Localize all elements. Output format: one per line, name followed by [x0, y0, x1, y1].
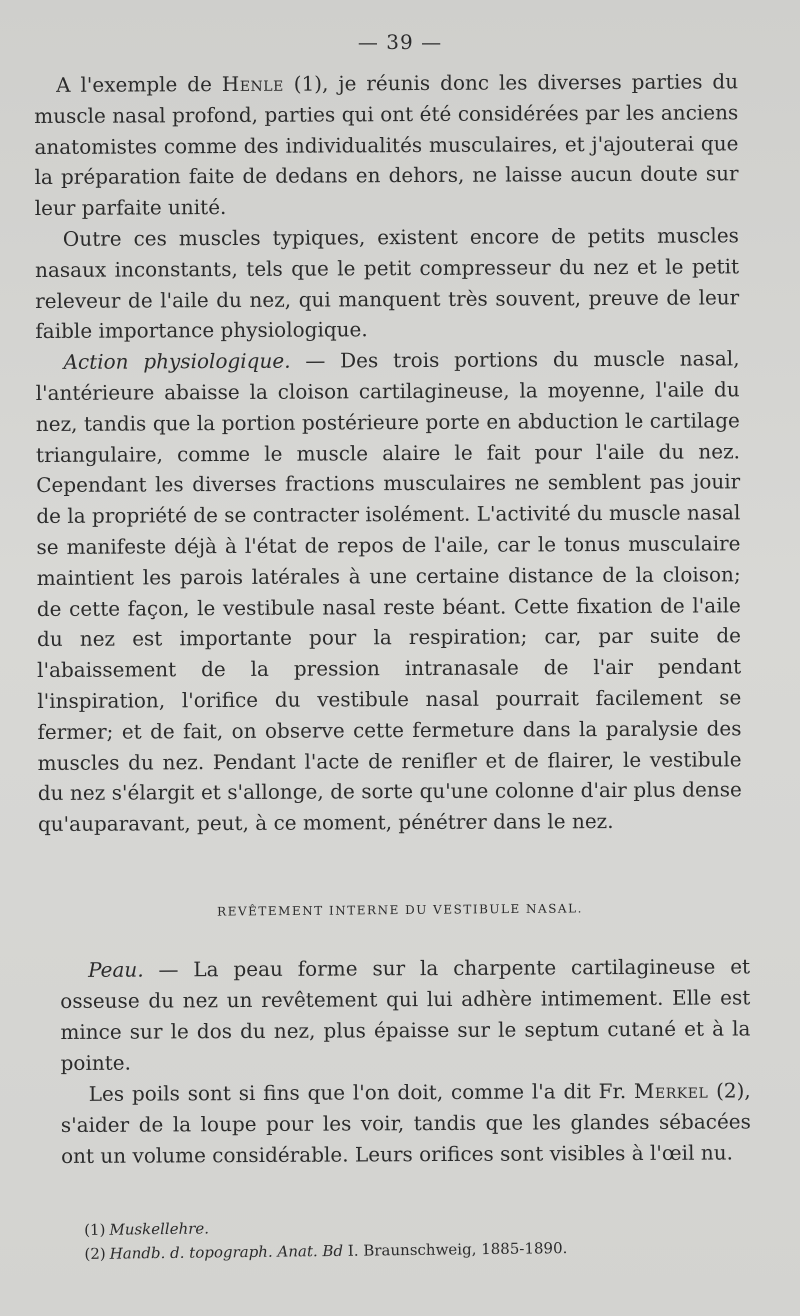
author-name-merkel: Merkel	[633, 1078, 709, 1103]
footnote-text: I. Braunschweig, 1885-1890.	[342, 1239, 568, 1260]
section-text	[60, 951, 751, 1172]
paragraph-text: A l'exemple de	[56, 72, 222, 97]
footnote-text: Muskellehre.	[109, 1219, 210, 1239]
paragraph-text: — Des trois portions du muscle nasal, l'antérieure abaisse la cloison cartilagineuse, la moyenne, l'aile du nez, tandis que la portion postérieure porte en abduction le cartilage triangulaire, comme le muscle alaire le fait pour l'aile du nez. Cependant les diverses fractions musculaires ne semblent pas jouir de la propriété de se contracter isolément. L'activité du muscle nasal se manifeste déjà à l'état de repos de l'aile, car le tonus musculaire maintient les parois latérales à une certaine distance de la cloison; de cette façon, le vestibule nasal reste béant. Cette fixation de l'aile du nez est importante pour la respiration; car, par suite de l'abaissement de la pression intranasale de l'air pendant l'inspiration, l'orifice du vestibule nasal pourrait facilement se fermer; et de fait, on observe cette fermeture dans la paralysie des muscles du nez. Pendant l'acte de renifler et de flairer, le vestibule du nez s'élargit et s'allonge, de sorte qu'une colonne d'air plus dense qu'auparavant, peut, à ce moment, pénétrer dans le nez.	[35, 346, 742, 837]
main-text	[34, 66, 742, 840]
footnote-marker: (2)	[84, 1244, 106, 1263]
paragraph-text: Les poils sont si fins que l'on doit, comme l'a dit Fr.	[88, 1078, 635, 1106]
paragraph-hairs	[61, 1075, 751, 1172]
paragraph-lead-action: Action physiologique.	[63, 348, 291, 375]
paragraph-physiological-action	[35, 343, 742, 839]
paragraph-text: (2), s'aider de la loupe pour les voir, tandis que les glandes sébacées ont un volume considérable. Leurs orifices sont visibles à l'œil nu.	[60, 1078, 751, 1168]
paragraph-text: (1), je réunis donc les diverses parties du muscle nasal profond, parties qui ont été considérées par les anciens anatomistes comme des individualités musculaires, et j'ajouterai que la préparation faite de dedans en dehors, ne laisse aucun doute sur leur parfaite unité.	[34, 69, 739, 221]
footnote-title: Handb. d. topograph. Anat. Bd	[109, 1241, 344, 1263]
paragraph-henle	[34, 66, 739, 224]
paragraph-skin	[60, 951, 751, 1079]
page-number: — 39 —	[357, 30, 443, 54]
author-name-henle: Henle	[221, 71, 284, 97]
paragraph-lead-skin: Peau.	[88, 957, 144, 982]
footnotes	[84, 1210, 725, 1266]
paragraph-small-muscles: Outre ces muscles typiques, existent encore de petits muscles nasaux inconstants, tels que le petit compresseur du nez et le petit releveur de l'aile du nez, qui manquent très souvent, preuve de leur faible importance physiologique.	[34, 223, 740, 344]
section-heading: REVÊTEMENT INTERNE DU VESTIBULE NASAL.	[217, 901, 583, 919]
footnote-marker: (1)	[84, 1220, 106, 1239]
paragraph-text: — La peau forme sur la charpente cartilagineuse et osseuse du nez un revêtement qui lui adhère intimement. Elle est mince sur le dos du nez, plus épaisse sur le septum cutané et à la pointe.	[60, 954, 751, 1075]
